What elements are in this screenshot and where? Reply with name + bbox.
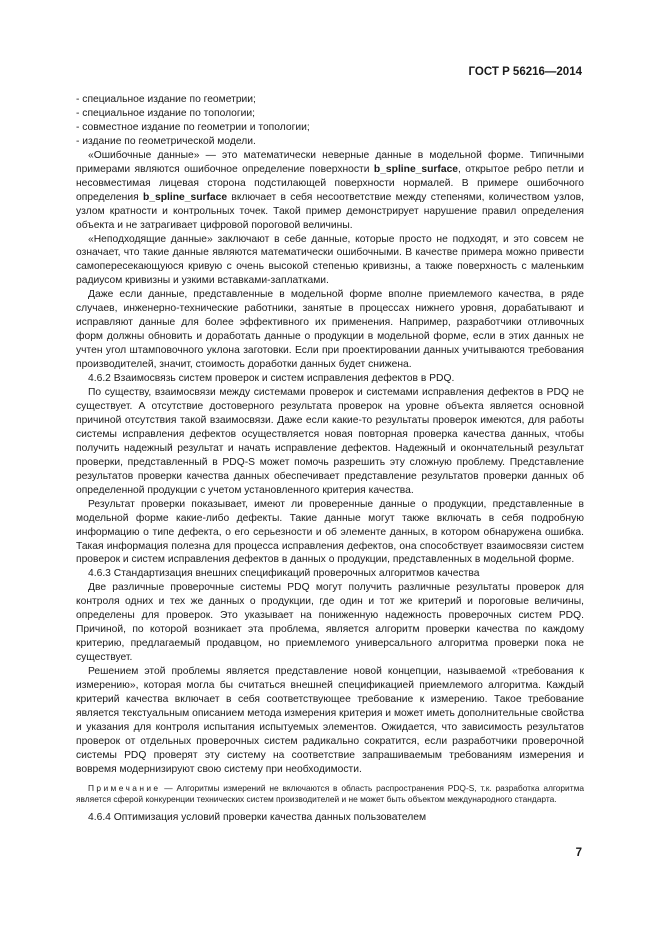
section-heading-4-6-2: 4.6.2 Взаимосвязь систем проверок и систем исправления дефектов в PDQ.	[88, 373, 455, 385]
page-number: 7	[575, 847, 582, 859]
section-heading-4-6-4: 4.6.4 Оптимизация условий проверки качества данных пользователем	[88, 812, 427, 824]
term-b-spline-surface: b_spline_surface	[142, 191, 228, 203]
paragraph-measurement-requirements: Решением этой проблемы является представление новой концепции, называемой «требования к измерению», которая могла бы считаться внешней спецификацией приемлемого алгоритма. Каждый критерий качества включает в себя соответствующее требование к измерению. Такое требование является текстуальным описанием метода измерения критерия и может иметь дополнительные свойства и указания для контроля испытания испытуемых элементов. Ожидается, что зависимость результатов проверок от отдельных проверочных систем радикально сократится, если разработчики проверочной системы PDQ проверят эту систему на соответствие запрашиваемым требованиям измерения и вовремя модернизируют свою систему при необходимости.	[76, 666, 584, 775]
section-heading-4-6-3: 4.6.3 Стандартизация внешних спецификаций проверочных алгоритмов качества	[88, 568, 480, 580]
list-item: - специальное издание по геометрии;	[76, 94, 256, 105]
text-run: включает в себя несоответствие между степенями, количеством узлов, узлом кратности и контрольных точек. Такой пример демонстрирует нарушение правил определения объекта и не затрагивает цифровой пороговой величины.	[76, 191, 584, 231]
page-body	[76, 93, 584, 825]
note-label: Примечание	[88, 782, 161, 793]
list-item: - издание по геометрической модели.	[76, 135, 256, 147]
paragraph-check-result: Результат проверки показывает, имеют ли проверенные данные о продукции, представленные в модельной форме какие-либо дефекты. Такие данные могут также включать в себя подробную информацию о типе дефекта, о его серьезности и об элементе данных, в котором обнаружена ошибка. Такая информация полезна для процесса исправления дефектов, она способствует взаимосвязи систем проверок и систем исправления дефектов в данных о продукции, представленных в модельной форме.	[76, 498, 584, 566]
document-header: ГОСТ Р 56216—2014	[468, 66, 582, 78]
paragraph-unsuitable-data: «Неподходящие данные» заключают в себе данные, которые просто не подходят, и это совсем не означает, что такие данные являются математически ошибочными. В качестве примера можно привести самопересекающуюся кривую с очень высокой степенью кривизны, а также поверхность с маленьким радиусом кривизны и узкими вставками-заплатками.	[76, 233, 584, 287]
note-text: Алгоритмы измерений не включаются в область распространения PDQ-S, т.к. разработка алгоритма является сферой конкуренции технических систем производителей и не может быть объектом международного стандарта.	[76, 782, 584, 804]
paragraph-data-refinement: Даже если данные, представленные в модельной форме вполне приемлемого качества, в ряде случаев, инженерно-технические работники, занятые в процессах нижнего уровня, дорабатывают и исправляют данные для более эффективного их применения. Например, разработчики отливочных форм должны обновить и доработать данные о продукции в модельной форме, если в этих данных не учтен угол штамповочного уклона заготовки. Если при проектировании данных учитываются требования производителей, значит, стоимость доработки данных будет снижена.	[76, 289, 584, 371]
note	[76, 783, 584, 806]
list-item: - совместное издание по геометрии и топологии;	[76, 121, 310, 133]
paragraph-checking-repair-link: По существу, взаимосвязи между системами проверок и системами исправления дефектов в PDQ не существует. А отсутствие достоверного результата проверок на уровне объекта является основной причиной отсутствия такой взаимосвязи. Даже если какие-то результаты проверок имеются, для работы системы исправления дефектов осуществляется новая повторная проверка качества данных, чтобы получить надежный результат и начать исправление дефектов. Надежный и окончательный результат проверки, представленный в PDQ-S может помочь разрешить эту сложную проблему. Представление результатов проверки качества данных обеспечивает представление результатов проверки данных об определенной продукции с учетом установленного критерия качества.	[76, 387, 584, 496]
paragraph-erroneous-data	[76, 149, 584, 233]
paragraph-different-results: Две различные проверочные системы PDQ могут получить различные результаты проверок для контроля одних и тех же данных о продукции, где один и тот же критерий и пороговые величины, определены для проверок. Это указывает на пониженную надежность проверочных систем PDQ. Причиной, по которой возникает эта проблема, является алгоритм проверки качества по каждому критерию, предлагаемый продавцом, но приемлемого универсального алгоритма проверки пока не существует.	[76, 582, 584, 664]
note-dash: —	[160, 782, 177, 793]
text-run: , открытое ребро петли и несовместимая лицевая сторона подстилающей поверхности нормалей. В примере ошибочного определения	[76, 163, 584, 203]
text-run: «Ошибочные данные» — это математически неверные данные в модельной форме. Типичными примерами являются ошибочное определение поверхности	[76, 149, 584, 175]
list-item: - специальное издание по топологии;	[76, 107, 256, 119]
term-b-spline-surface: b_spline_surface	[373, 163, 459, 175]
